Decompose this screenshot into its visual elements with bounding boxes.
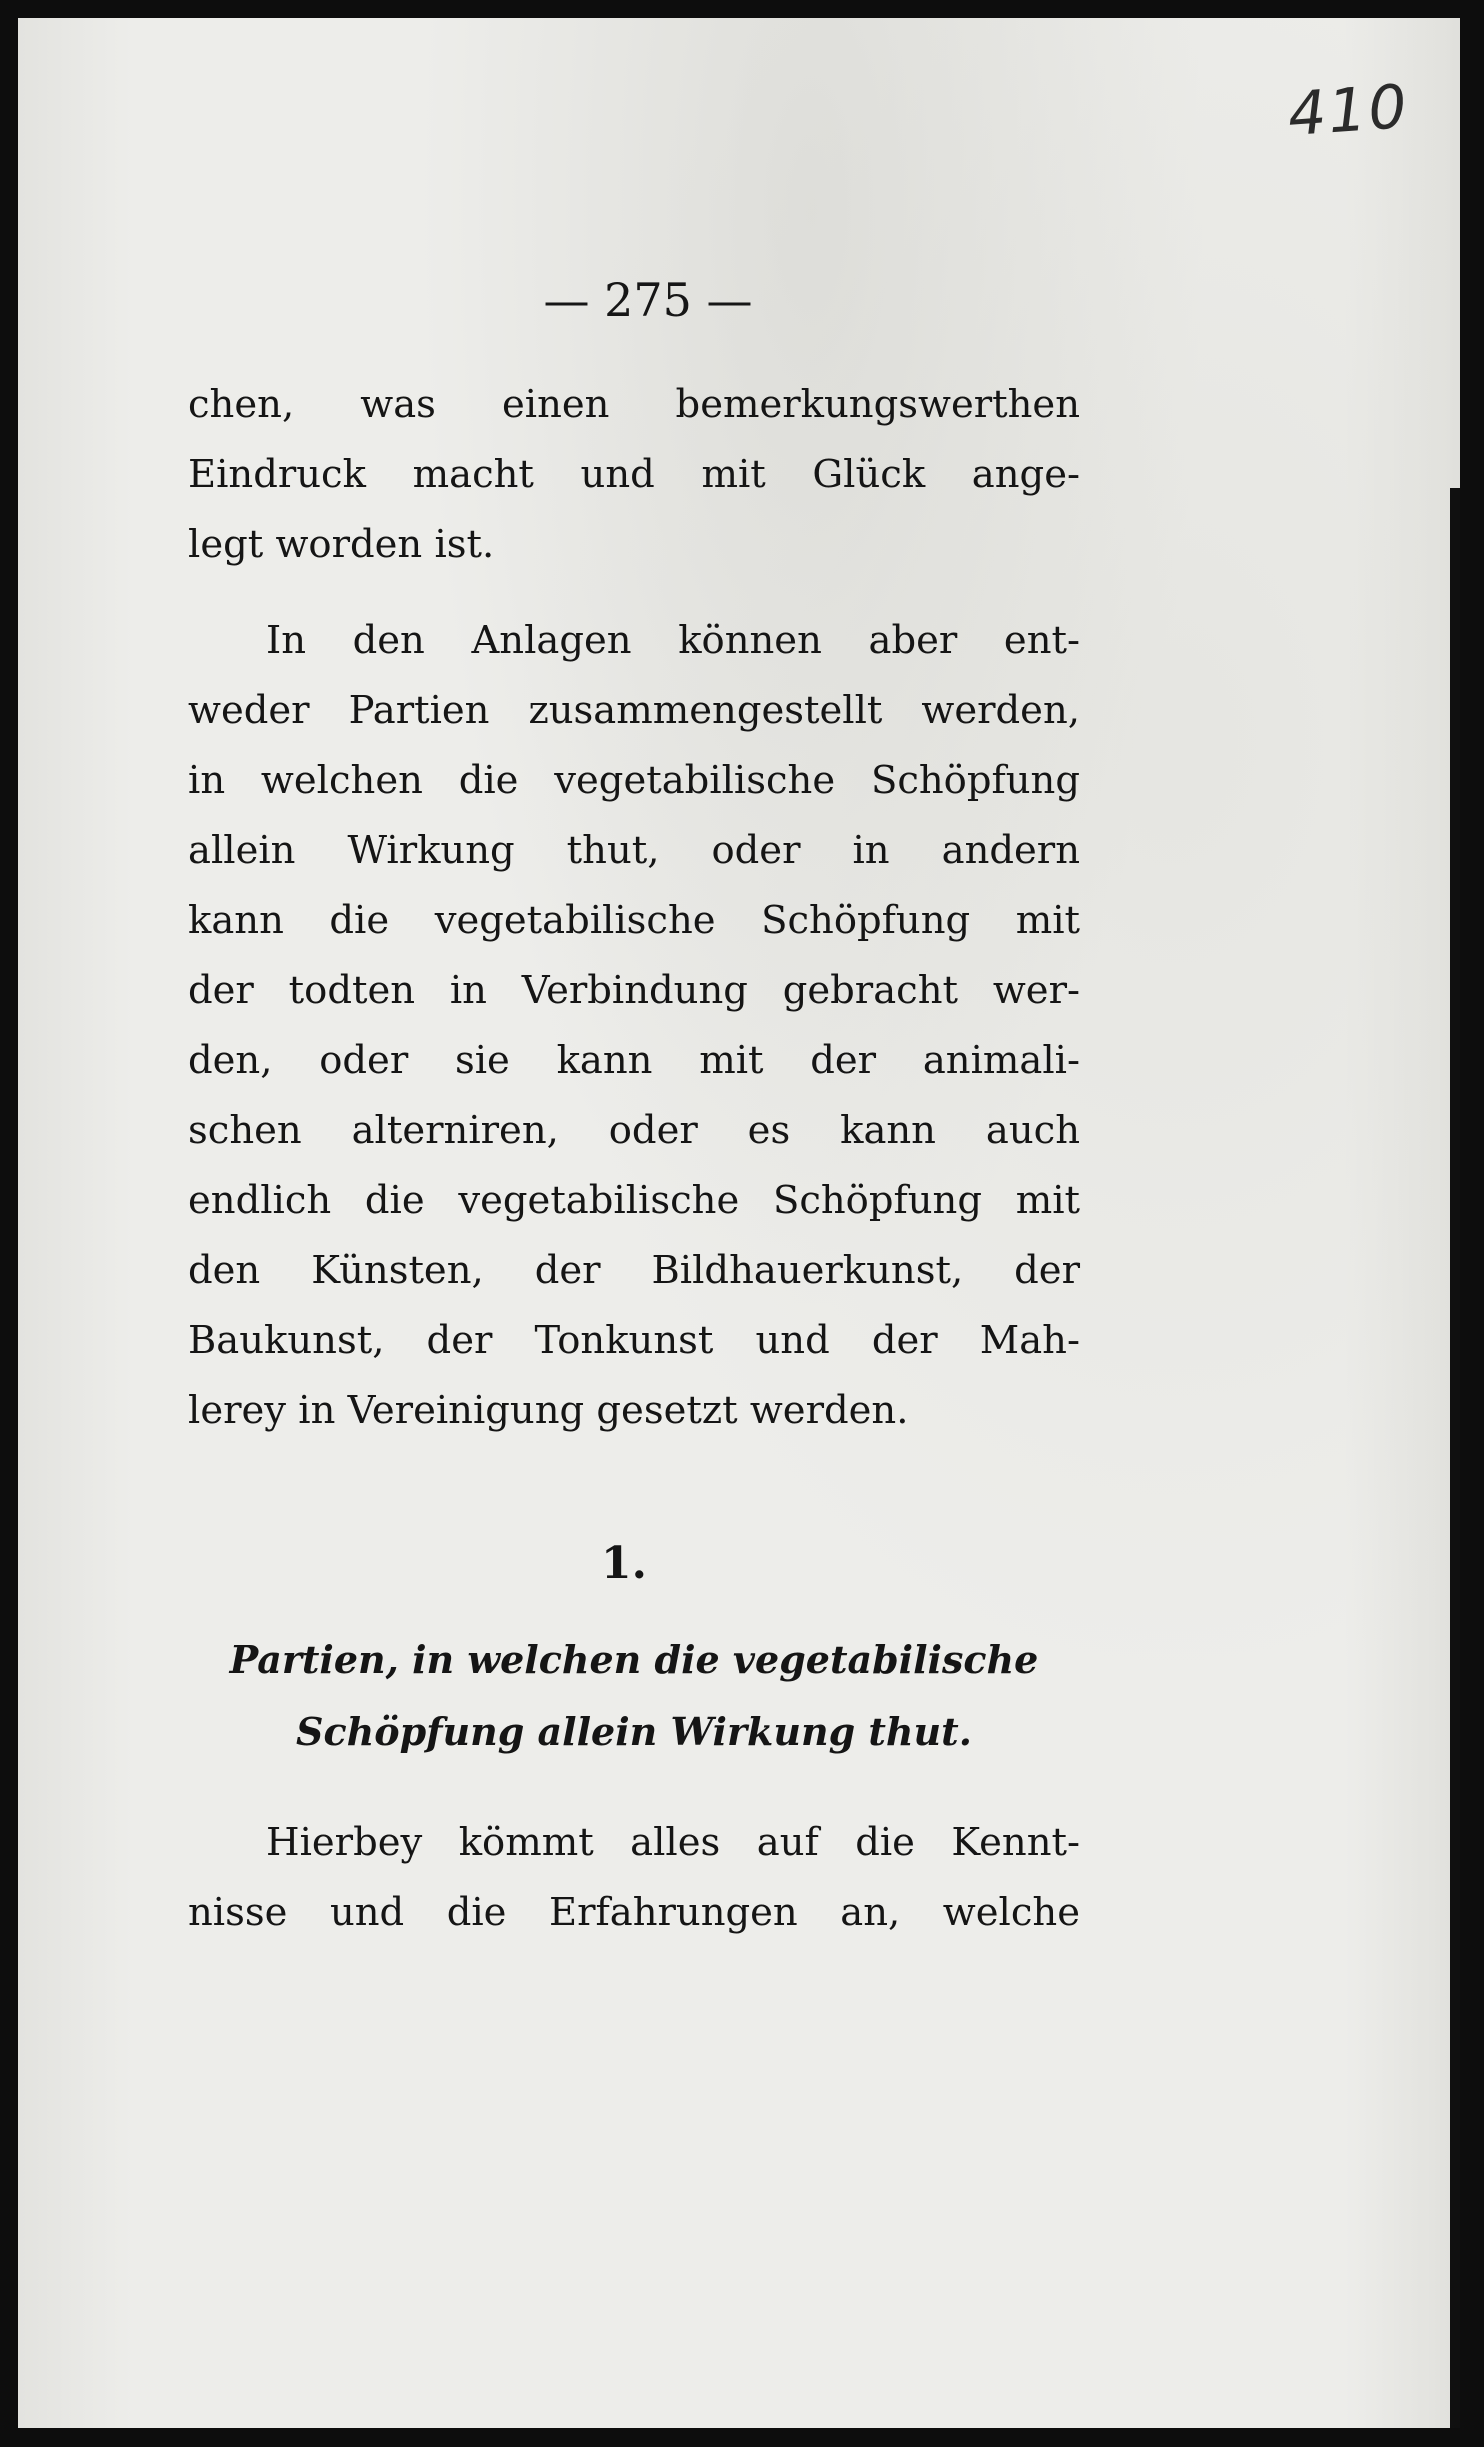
text-line: Eindruck macht und mit Glück ange-: [188, 452, 1080, 497]
paragraph-anlagen: [188, 606, 1080, 1446]
text-line: Baukunst, der Tonkunst und der Mah-: [188, 1318, 1080, 1363]
text-line: Hierbey kömmt alles auf die Kennt-: [266, 1820, 1080, 1865]
page-edge-shadow: [1450, 488, 1460, 2428]
section-heading: [188, 1624, 1080, 1768]
text-line: weder Partien zusammengestellt werden,: [188, 688, 1080, 733]
text-line: den Künsten, der Bildhauerkunst, der: [188, 1248, 1080, 1293]
page-number: — 275 —: [543, 273, 753, 327]
text-line: allein Wirkung thut, oder in andern: [188, 828, 1080, 873]
text-line: der todten in Verbindung gebracht wer-: [188, 968, 1080, 1013]
text-line: lerey in Vereinigung gesetzt werden.: [188, 1388, 909, 1433]
paragraph-continued: [188, 370, 1080, 580]
handwritten-folio-number: 410: [1285, 71, 1411, 151]
section-number: 1.: [601, 1538, 647, 1589]
text-line: nisse und die Erfahrungen an, welche: [188, 1890, 1080, 1935]
text-line: legt worden ist.: [188, 522, 495, 567]
paragraph-hierbey: [188, 1808, 1080, 1948]
text-line: in welchen die vegetabilische Schöpfung: [188, 758, 1080, 803]
book-page: [18, 18, 1460, 2428]
text-line: kann die vegetabilische Schöpfung mit: [188, 898, 1080, 943]
section-heading-line: Schöpfung allein Wirkung thut.: [296, 1709, 972, 1754]
text-line: endlich die vegetabilische Schöpfung mit: [188, 1178, 1080, 1223]
section-heading-line: Partien, in welchen die vegetabilische: [229, 1637, 1039, 1682]
text-line: den, oder sie kann mit der animali-: [188, 1038, 1080, 1083]
text-line: In den Anlagen können aber ent-: [266, 618, 1080, 663]
text-line: chen, was einen bemerkungswerthen: [188, 382, 1080, 427]
text-line: schen alterniren, oder es kann auch: [188, 1108, 1080, 1153]
